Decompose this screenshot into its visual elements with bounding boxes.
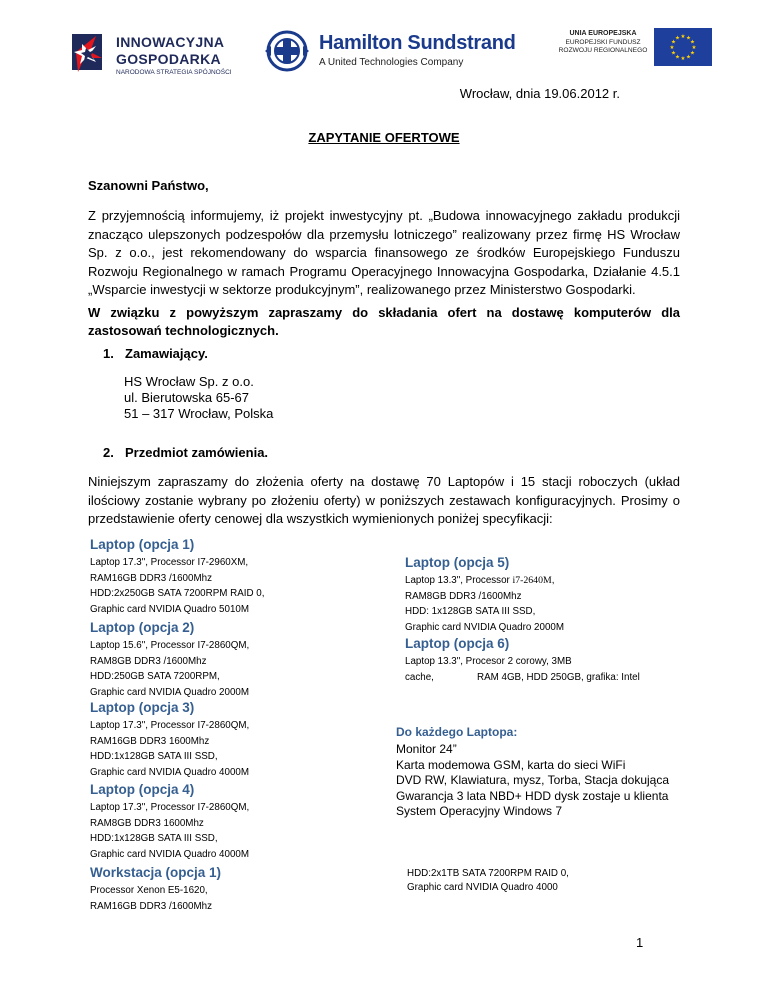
option-laptop-6 (405, 636, 705, 685)
section-title: Zamawiający. (125, 346, 208, 361)
option-spec-line: Laptop 17.3", Processor I7-2960XM, (90, 557, 249, 568)
intro-paragraph: Z przyjemnością informujemy, iż projekt inwestycyjny pt. „Budowa innowacyjnego zakładu produkcji znacząco ulepszonych podzespołów dla przemysłu lotniczego” realizowany przez firmę HS Wrocław Sp. z o.o., jest rekomendowany do wsparcia finansowego ze środków Europejskiego Funduszu Rozwoju Regionalnego w ramach Programu Operacyjnego Innowacyjna Gospodarka, Działanie 4.5.1 „Wsparcie inwestycji w sektorze produkcyjnym”, realizowanego przez Ministerstwo Gospodarki. (88, 208, 680, 297)
option-laptop-2 (90, 620, 390, 700)
address-line: ul. Bierutowska 65-67 (124, 390, 250, 405)
greeting: Szanowni Państwo, (88, 178, 209, 193)
section-number: 2. (103, 445, 114, 460)
extras-item: Gwarancja 3 lata NBD+ HDD dysk zostaje u klienta (396, 788, 669, 803)
document-date: Wrocław, dnia 19.06.2012 r. (459, 86, 620, 101)
option-spec-line: HDD:2x250GB SATA 7200RPM RAID 0, (90, 588, 265, 599)
eu-star-icon: ★ (686, 35, 691, 42)
ig-logo-line3: NARODOWA STRATEGIA SPÓJNOŚCI (116, 69, 232, 76)
option-workstation-1 (90, 865, 390, 914)
option-spec-line: Graphic card NVIDIA Quadro 4000 (407, 882, 558, 893)
option-spec-line: Graphic card NVIDIA Quadro 4000M (90, 848, 250, 860)
option-laptop-5 (405, 555, 705, 635)
option-title: Laptop (opcja 5) (405, 555, 510, 570)
extras-item: DVD RW, Klawiatura, mysz, Torba, Stacja dokująca (396, 773, 669, 787)
option-spec-line: HDD:250GB SATA 7200RPM, (90, 671, 220, 682)
option-spec-text: , (551, 575, 555, 586)
option-spec-line: HDD:1x128GB SATA III SSD, (90, 751, 218, 762)
address-line: HS Wrocław Sp. z o.o. (124, 374, 254, 389)
extras-list (396, 742, 669, 820)
extras-item: Karta modemowa GSM, karta do sieci WiFi (396, 757, 626, 772)
eu-star-icon: ★ (675, 54, 680, 61)
option-spec-text: RAM 4GB, HDD 250GB, grafika: Intel (477, 671, 640, 683)
invite-paragraph: W związku z powyższym zapraszamy do składania ofert na dostawę komputerów dla zastosowań technologicznych. (88, 305, 680, 338)
option-spec-line: Laptop 17.3", Processor I7-2860QM, (90, 802, 250, 813)
option-spec-text: cache, (405, 671, 434, 683)
ig-logo-line2: GOSPODARKA (116, 51, 221, 67)
ig-star-icon (66, 30, 110, 74)
eu-logo-line2: EUROPEJSKI FUNDUSZ (565, 38, 641, 46)
extras-item: System Operacyjny Windows 7 (396, 804, 563, 818)
option-spec-line: Laptop 17.3", Processor I7-2860QM, (90, 720, 250, 731)
innowacyjna-gospodarka-logo (66, 28, 266, 78)
option-spec-line: RAM16GB DDR3 /1600Mhz (90, 572, 212, 584)
lead-paragraph: Niniejszym zapraszamy do złożenia oferty na dostawę 70 Laptopów i 15 stacji roboczych (układ ilościowy zostanie wybrany po złożeniu oferty) w poniższych zestawach konfiguracyjnych. Prosimy o przedstawienie oferty cenowej dla wszystkich wymienionych poniżej specyfikacji: (88, 474, 680, 526)
option-spec-line: Graphic card NVIDIA Quadro 4000M (90, 766, 250, 778)
hs-logo-sub: A United Technologies Company (319, 57, 464, 68)
option-laptop-3 (90, 700, 390, 780)
option-spec-line: Graphic card NVIDIA Quadro 2000M (90, 686, 250, 698)
ig-logo-line1: INNOWACYJNA (116, 34, 225, 50)
page-number: 1 (636, 935, 644, 950)
section-heading-2 (103, 445, 268, 460)
option-laptop-1 (90, 537, 390, 617)
hamilton-sundstrand-logo (262, 28, 532, 78)
option-spec-line: RAM16GB DDR3 /1600Mhz (90, 900, 212, 912)
option-title: Laptop (opcja 3) (90, 700, 195, 715)
eu-star-icon: ★ (675, 35, 680, 42)
eu-logo-line3: ROZWOJU REGIONALNEGO (558, 47, 648, 55)
option-spec-line: Graphic card NVIDIA Quadro 2000M (405, 621, 565, 633)
eu-star-icon: ★ (680, 56, 686, 62)
extras-title: Do każdego Laptopa: (396, 725, 518, 739)
document-title: ZAPYTANIE OFERTOWE (308, 130, 460, 145)
option-spec-line (405, 670, 705, 686)
option-laptop-4 (90, 782, 390, 862)
option-spec-line: RAM16GB DDR3 1600Mhz (90, 735, 210, 747)
option-spec-line: Graphic card NVIDIA Quadro 5010M (90, 603, 250, 615)
option-spec-text: Laptop 13.3", Processor (405, 575, 513, 586)
option-spec-line (405, 573, 705, 589)
option-spec-line: HDD:1x128GB SATA III SSD, (90, 833, 218, 844)
section-heading-1 (103, 346, 208, 361)
option-spec-line: HDD: 1x128GB SATA III SSD, (405, 606, 536, 617)
eu-star-icon: ★ (690, 39, 695, 46)
hs-logo-name: Hamilton Sundstrand (319, 32, 516, 54)
option-title: Workstacja (opcja 1) (90, 865, 222, 880)
option-title: Laptop (opcja 2) (90, 620, 195, 635)
eu-star-icon: ★ (671, 50, 676, 57)
option-spec-line: Processor Xenon E5-1620, (90, 885, 208, 896)
option-spec-line: RAM8GB DDR3 /1600Mhz (405, 590, 522, 602)
section-title: Przedmiot zamówienia. (125, 445, 269, 460)
eu-star-icon: ★ (669, 45, 675, 51)
eu-star-icon: ★ (686, 54, 691, 61)
option-spec-line: RAM8GB DDR3 /1600Mhz (90, 655, 207, 667)
eu-logo (558, 28, 718, 68)
eu-flag-icon (654, 28, 712, 66)
eu-star-icon: ★ (671, 39, 676, 46)
section-number: 1. (103, 346, 114, 361)
option-title: Laptop (opcja 6) (405, 636, 510, 651)
option-spec-line: Laptop 15.6", Processor I7-2860QM, (90, 640, 250, 651)
extras-item: Monitor 24” (396, 742, 457, 756)
option-title: Laptop (opcja 1) (90, 537, 195, 552)
option-spec-line: RAM8GB DDR3 1600Mhz (90, 817, 204, 829)
option-spec-line: Laptop 13.3", Procesor 2 corowy, 3MB (405, 656, 572, 667)
eu-star-icon: ★ (690, 50, 695, 57)
option-spec-line: HDD:2x1TB SATA 7200RPM RAID 0, (407, 868, 569, 879)
eu-logo-line1: UNIA EUROPEJSKA (569, 30, 637, 37)
eu-star-icon: ★ (691, 45, 697, 51)
hs-emblem-icon (262, 28, 312, 74)
address-block (124, 374, 273, 422)
workstation-spec-cont (407, 867, 569, 895)
eu-logo-text (558, 30, 648, 56)
processor-model: i7-2640M (512, 575, 552, 586)
eu-star-icon: ★ (680, 34, 686, 40)
address-line: 51 – 317 Wrocław, Polska (124, 406, 274, 421)
option-title: Laptop (opcja 4) (90, 782, 195, 797)
